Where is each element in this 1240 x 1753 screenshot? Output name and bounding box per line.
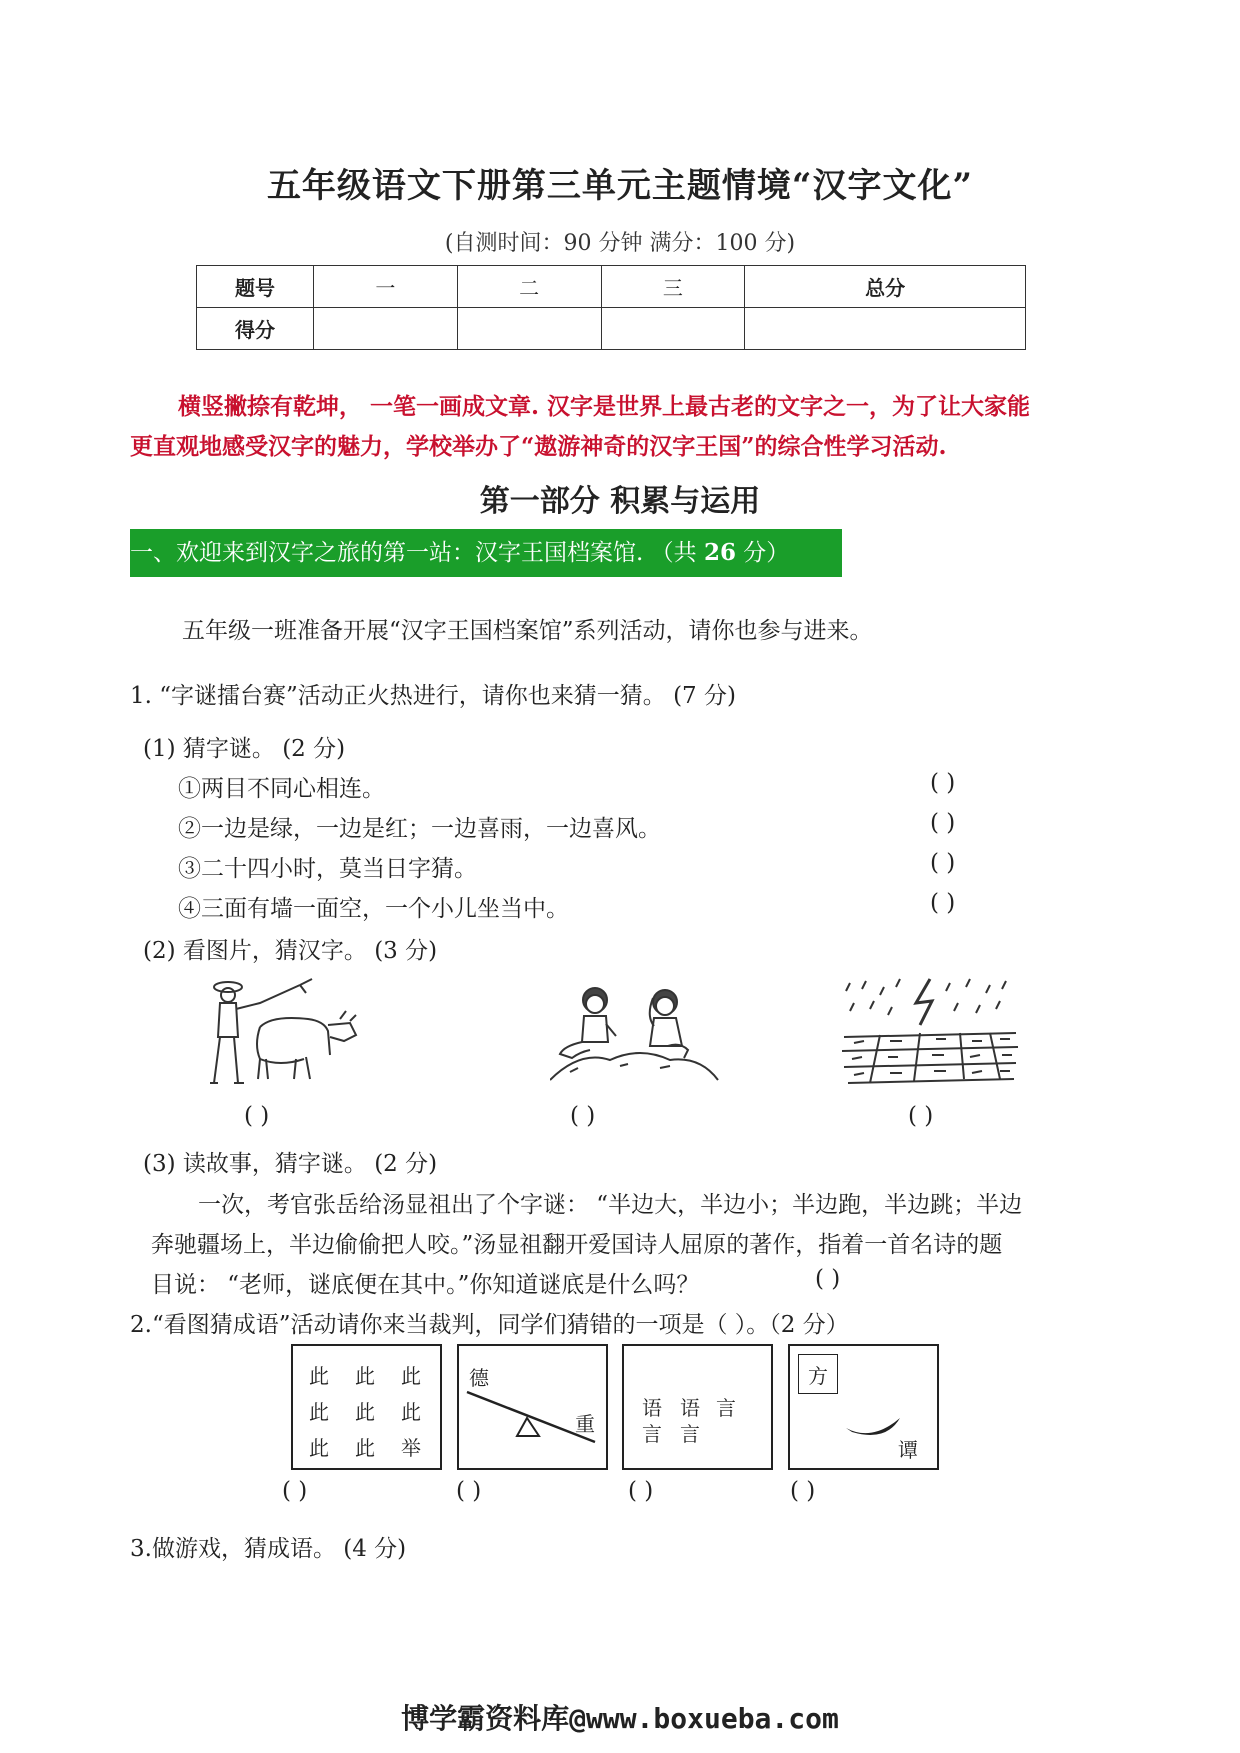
section-lead: 五年级一班准备开展“汉字王国档案馆”系列活动，请你也参与进来。 [182,618,873,644]
question-2: 2.“看图猜成语”活动请你来当裁判，同学们猜错的一项是（ ）。（2 分） [130,1312,849,1338]
idiom-answer-blank[interactable]: ( ) [628,1478,654,1504]
score-header-cell: 题号 [197,266,314,308]
box1-char: 此 [355,1436,375,1460]
answer-blank[interactable]: ( ) [930,850,956,876]
box1-char: 举 [401,1436,421,1460]
intro-line-1: 横竖撇捺有乾坤， 一笔一画成文章. 汉字是世界上最古老的文字之一，为了让大家能 [178,393,1031,420]
score-cell[interactable] [314,308,458,350]
farmer-ox-picture [200,975,360,1090]
box1-char: 此 [355,1364,375,1388]
intro-line-2: 更直观地感受汉字的魅力，学校举办了“遨游神奇的汉字王国”的综合性学习活动. [130,433,947,460]
score-header-cell: 一 [314,266,458,308]
idiom-answer-blank[interactable]: ( ) [456,1478,482,1504]
box1-char: 此 [401,1364,421,1388]
section-banner [130,529,842,577]
box1-char: 此 [355,1400,375,1424]
banner-prefix: 一、欢迎来到汉字之旅的第一站：汉字王国档案馆. （共 [130,540,704,566]
q1-sub2-label: (2) 看图片，猜汉字。 (3 分) [143,938,438,964]
score-header-cell: 三 [601,266,745,308]
box4-bottom-char: 谭 [898,1438,918,1462]
box1-char: 此 [309,1400,329,1424]
banner-points: 26 [703,539,736,566]
riddle-2: ②一边是绿，一边是红；一边喜雨，一边喜风。 [178,816,661,842]
banner-suffix: 分） [735,540,790,566]
picture-answer-blank[interactable]: ( ) [570,1103,596,1129]
score-header-cell: 二 [457,266,601,308]
question-1: 1. “字谜擂台赛”活动正火热进行，请你也来猜一猜。 (7 分) [130,683,736,709]
answer-blank[interactable]: ( ) [930,890,956,916]
idiom-box-1 [291,1344,442,1470]
score-table [196,265,1026,350]
box3-char: 言 [642,1422,662,1446]
score-cell[interactable] [457,308,601,350]
box1-char: 此 [309,1364,329,1388]
riddle-1: ①两目不同心相连。 [178,776,385,802]
score-cell[interactable] [745,308,1026,350]
rain-lightning-field-picture [840,975,1020,1090]
story-line-2: 奔驰疆场上，半边偷偷把人咬。”汤显祖翻开爱国诗人屈原的著作，指着一首名诗的题 [151,1232,1003,1258]
page-subtitle: (自测时间：90 分钟 满分：100 分) [444,231,796,256]
footer-watermark: 博学霸资料库@www.boxueba.com [401,1702,839,1735]
box2-right-char: 重 [575,1412,595,1436]
question-3: 3.做游戏，猜成语。 (4 分) [130,1536,407,1562]
box3-char: 语 [642,1396,662,1420]
idiom-answer-blank[interactable]: ( ) [282,1478,308,1504]
q1-sub3-label: (3) 读故事，猜字谜。 (2 分) [143,1151,438,1177]
box3-char: 言 [680,1422,700,1446]
box4-top-char: 方 [808,1364,828,1388]
page-title: 五年级语文下册第三单元主题情境“汉字文化” [266,166,974,206]
idiom-answer-blank[interactable]: ( ) [790,1478,816,1504]
riddle-3: ③二十四小时，莫当日字猜。 [178,856,477,882]
score-label-cell: 得分 [197,308,314,350]
box2-left-char: 德 [469,1366,489,1390]
idiom-box-3 [622,1344,773,1470]
box1-char: 此 [309,1436,329,1460]
idiom-box-2 [457,1344,608,1470]
box3-char: 语 [680,1396,700,1420]
box1-char: 此 [401,1400,421,1424]
story-line-1: 一次，考官张岳给汤显祖出了个字谜： “半边大，半边小；半边跑，半边跳；半边 [198,1192,1023,1218]
q1-sub1-label: (1) 猜字谜。 (2 分) [143,736,346,762]
answer-blank[interactable]: ( ) [930,810,956,836]
riddle-4: ④三面有墙一面空，一个小儿坐当中。 [178,896,569,922]
part-title: 第一部分 积累与运用 [479,484,761,519]
children-sitting-picture [550,980,720,1090]
answer-blank[interactable]: ( ) [930,770,956,796]
seesaw-icon [459,1346,606,1468]
story-answer-blank[interactable]: ( ) [815,1266,841,1292]
idiom-box-4 [788,1344,939,1470]
picture-answer-blank[interactable]: ( ) [244,1103,270,1129]
story-line-3: 目说： “老师，谜底便在其中。”你知道谜底是什么吗？ [151,1272,700,1298]
score-cell[interactable] [601,308,745,350]
box3-char: 言 [716,1396,736,1420]
picture-answer-blank[interactable]: ( ) [908,1103,934,1129]
score-header-cell: 总分 [745,266,1026,308]
